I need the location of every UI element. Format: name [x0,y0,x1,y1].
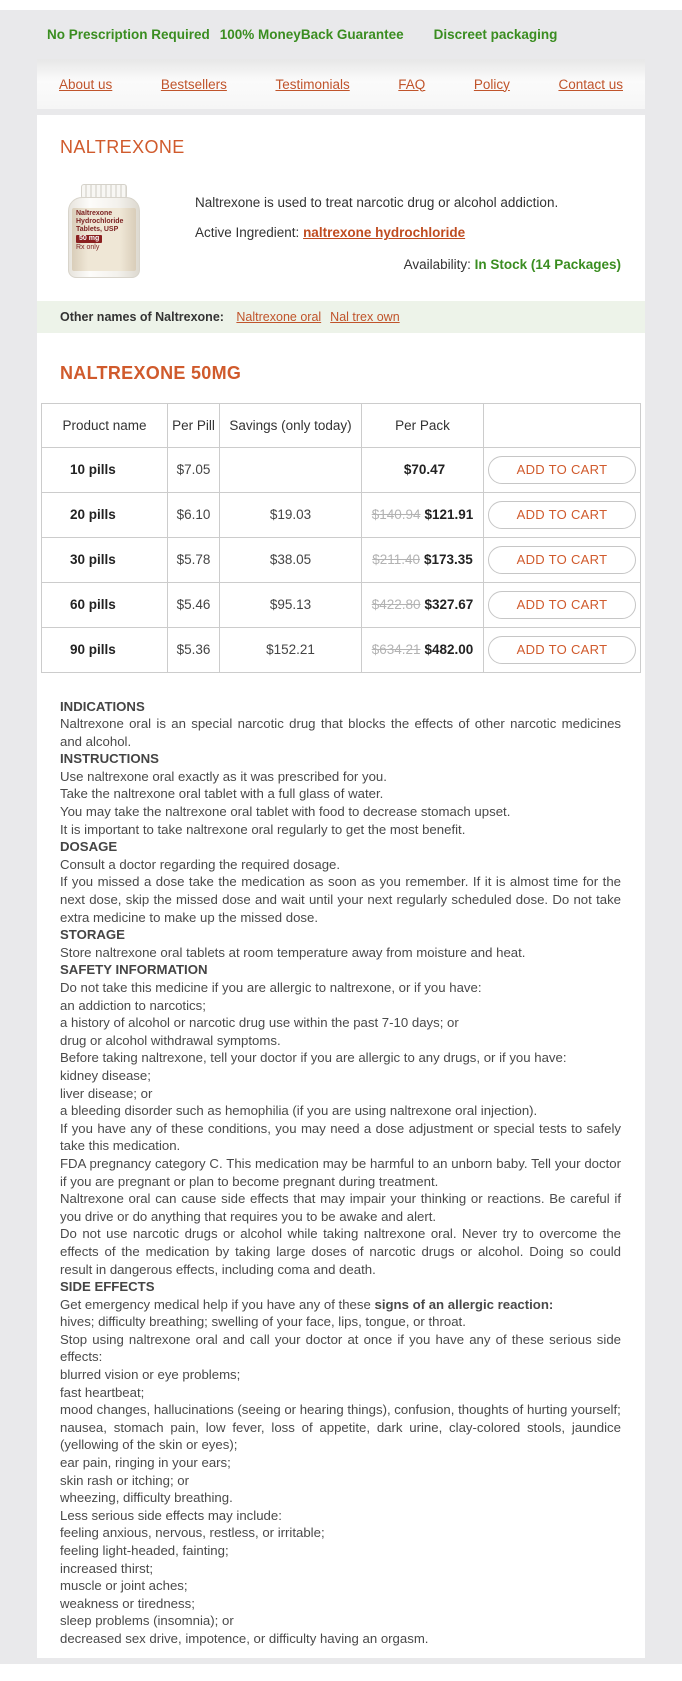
info-text-line: kidney disease; [60,1067,151,1083]
info-text-line: mood changes, hallucinations (seeing or hearing things), confusion, thoughts of hurting yourself; [60,1402,621,1418]
nav-link-testimonials[interactable]: Testimonials [275,76,350,92]
info-text-line: It is important to take naltrexone oral regularly to get the most benefit. [60,821,466,837]
column-header-per-pack: Per Pack [362,403,484,447]
pricing-table-header-row [42,403,641,447]
pack-size: 30 pills [42,537,168,582]
info-section-heading: STORAGE [60,927,125,943]
pricing-row-20-pills [42,492,641,537]
pack-size: 20 pills [42,492,168,537]
info-section-heading: DOSAGE [60,839,118,855]
info-text-line: Less serious side effects may include: [60,1507,282,1523]
old-price: $211.40 [372,552,420,567]
savings-value [220,447,362,492]
per-pill-price: $6.10 [168,492,220,537]
nav-link-contact-us[interactable]: Contact us [558,76,623,92]
add-to-cart-cell [484,537,641,582]
current-price: $327.67 [424,597,474,612]
info-text-line: a history of alcohol or narcotic drug use within the past 7-10 days; or [60,1015,459,1031]
per-pill-price: $7.05 [168,447,220,492]
savings-value: $38.05 [220,537,362,582]
active-ingredient-line [195,225,622,240]
add-to-cart-button[interactable]: ADD TO CART [488,501,636,529]
savings-value: $95.13 [220,582,362,627]
info-text-line: sleep problems (insomnia); or [60,1613,234,1629]
info-text-line: skin rash or itching; or [60,1472,189,1488]
info-text-line: Naltrexone oral is an special narcotic drug that blocks the effects of other narcotic medicines and alcohol. [60,716,621,749]
pricing-table [41,403,641,673]
topbar-item-no-prescription-required: No Prescription Required [47,27,210,42]
info-text-line: FDA pregnancy category C. This medication may be harmful to an unborn baby. Tell your doctor if you are pregnant or plan to become pregnant during treatment. [60,1155,621,1189]
info-text-line: Naltrexone oral can cause side effects that may impair your thinking or reactions. Be careful if you drive or do anything that requires you to be awake and alert. [60,1191,621,1224]
per-pack-price [362,537,484,582]
info-text-line: You may take the naltrexone oral tablet with food to decrease stomach upset. [60,804,511,820]
per-pack-price [362,627,484,672]
current-price: $121.91 [424,507,474,522]
active-ingredient-label: Active Ingredient: [195,225,304,240]
nav-link-about-us[interactable]: About us [59,76,113,92]
add-to-cart-cell [484,582,641,627]
info-text-line: blurred vision or eye problems; [60,1367,241,1383]
drug-information [60,698,621,1648]
info-text-line: ear pain, ringing in your ears; [60,1455,231,1471]
info-text-line: Store naltrexone oral tablets at room temperature away from moisture and heat. [60,944,526,960]
old-price: $140.94 [371,507,421,522]
add-to-cart-cell [484,447,641,492]
topbar [0,10,682,42]
product-bottle-image [68,184,140,278]
info-text-line: decreased sex drive, impotence, or difficulty having an orgasm. [60,1630,429,1646]
availability-line [195,257,622,272]
info-text-line: feeling light-headed, fainting; [60,1543,229,1558]
current-price: $70.47 [403,462,446,477]
pricing-row-60-pills [42,582,641,627]
old-price: $422.80 [371,597,421,612]
per-pack-price [362,492,484,537]
column-header-actions [484,403,641,447]
nav-link-faq[interactable]: FAQ [398,76,426,92]
info-text-line: fast heartbeat; [60,1384,145,1400]
info-text-line: Consult a doctor regarding the required dosage. [60,856,341,872]
product-card [37,115,645,1658]
dosage-heading: NALTREXONE 50MG [60,362,242,383]
info-text-line: Do not use narcotic drugs or alcohol while taking naltrexone oral. Never try to overcome the effects of the medication by taking large doses of narcotic drugs or alcohol. Doing so could result in dangerous effects, including coma and death. [60,1226,621,1277]
other-name-link-nal-trex-own[interactable]: Nal trex own [330,309,400,324]
info-text-line: increased thirst; [60,1560,154,1576]
info-text-line: muscle or joint aches; [60,1578,188,1594]
bottle-label-line: Hydrochloride [76,218,124,225]
product-title: NALTREXONE [60,137,185,157]
info-text-line: an addiction to narcotics; [60,997,206,1013]
info-text-line: drug or alcohol withdrawal symptoms. [60,1032,281,1048]
savings-value: $19.03 [220,492,362,537]
column-header-product-name: Product name [42,403,168,447]
pricing-row-10-pills [42,447,641,492]
bottle-rx-line: Rx only [76,244,100,251]
info-section-heading: SIDE EFFECTS [60,1279,155,1295]
add-to-cart-button[interactable]: ADD TO CART [488,636,636,664]
info-text-line: wheezing, difficulty breathing. [60,1490,233,1506]
info-text-line: If you missed a dose take the medication as soon as you remember. If it is almost time for the next dose, skip the missed dose and wait until your next regularly scheduled dose. Do not take extra medicine to make up the missed dose. [60,874,621,925]
info-text-line: a bleeding disorder such as hemophilia (if you are using naltrexone oral injection). [60,1103,538,1119]
info-text-line: hives; difficulty breathing; swelling of your face, lips, tongue, or throat. [60,1314,466,1330]
info-text-line: weakness or tiredness; [60,1595,195,1611]
other-name-link-naltrexone-oral[interactable]: Naltrexone oral [236,309,322,324]
other-names-band [37,301,645,333]
nav-link-bestsellers[interactable]: Bestsellers [160,76,227,92]
bottle-dose-badge: 50 mg [76,235,102,243]
savings-value: $152.21 [220,627,362,672]
pricing-row-30-pills [42,537,641,582]
active-ingredient-link[interactable]: naltrexone hydrochloride [303,225,466,240]
column-header-savings-only-today: Savings (only today) [220,403,362,447]
pack-size: 90 pills [42,627,168,672]
product-media-row [60,184,622,286]
info-text-line: Get emergency medical help if you have any of these signs of an allergic reaction: [60,1296,554,1312]
info-section-heading: INSTRUCTIONS [60,751,159,767]
info-section-heading: SAFETY INFORMATION [60,962,208,978]
info-section-heading: INDICATIONS [60,698,145,714]
bottle-label-line: Tablets, USP [76,226,119,233]
add-to-cart-button[interactable]: ADD TO CART [488,591,636,619]
info-text-line: Before taking naltrexone, tell your doctor if you are allergic to any drugs, or if you have: [60,1050,567,1066]
info-text-line: Stop using naltrexone oral and call your doctor at once if you have any of these serious side effects: [60,1331,621,1365]
bottle-label [72,208,136,271]
info-text-line: If you have any of these conditions, you may need a dose adjustment or special tests to safely take this medication. [60,1120,621,1154]
availability-value: In Stock (14 Packages) [474,257,621,272]
pricing-row-90-pills [42,627,641,672]
other-names-label: Other names of Naltrexone: [60,309,228,324]
current-price: $173.35 [424,552,473,567]
info-bold-text: signs of an allergic reaction: [374,1296,554,1312]
info-text-line: feeling anxious, nervous, restless, or irritable; [60,1525,325,1541]
info-text-line: Do not take this medicine if you are allergic to naltrexone, or if you have: [60,980,482,995]
add-to-cart-cell [484,492,641,537]
other-names-links [227,310,399,324]
per-pack-price [362,447,484,492]
info-text-line: Use naltrexone oral exactly as it was prescribed for you. [60,768,387,784]
availability-label: Availability: [403,257,475,272]
per-pill-price: $5.46 [168,582,220,627]
add-to-cart-button[interactable]: ADD TO CART [488,546,636,574]
topbar-item-100-moneyback-guarantee: 100% MoneyBack Guarantee [219,27,404,42]
info-text-line: nausea, stomach pain, low fever, loss of appetite, dark urine, clay-colored stools, jaundice (yellowing of the skin or eyes); [60,1419,621,1453]
add-to-cart-cell [484,627,641,672]
nav-link-policy[interactable]: Policy [473,76,510,92]
bottle-label-line: Naltrexone [76,210,113,217]
add-to-cart-button[interactable]: ADD TO CART [488,456,636,484]
page-background [0,10,682,1664]
current-price: $482.00 [424,642,474,657]
info-text-line: Take the naltrexone oral tablet with a full glass of water. [60,786,384,802]
product-info [140,184,622,286]
old-price: $634.21 [371,642,421,657]
per-pill-price: $5.36 [168,627,220,672]
topbar-item-discreet-packaging: Discreet packaging [433,27,558,42]
column-header-per-pill: Per Pill [168,403,220,447]
info-text-line: liver disease; or [60,1085,153,1101]
pack-size: 60 pills [42,582,168,627]
per-pill-price: $5.78 [168,537,220,582]
main-nav [37,59,645,109]
product-description: Naltrexone is used to treat narcotic drug or alcohol addiction. [195,195,559,210]
pricing-table-body [42,447,641,672]
per-pack-price [362,582,484,627]
pack-size: 10 pills [42,447,168,492]
